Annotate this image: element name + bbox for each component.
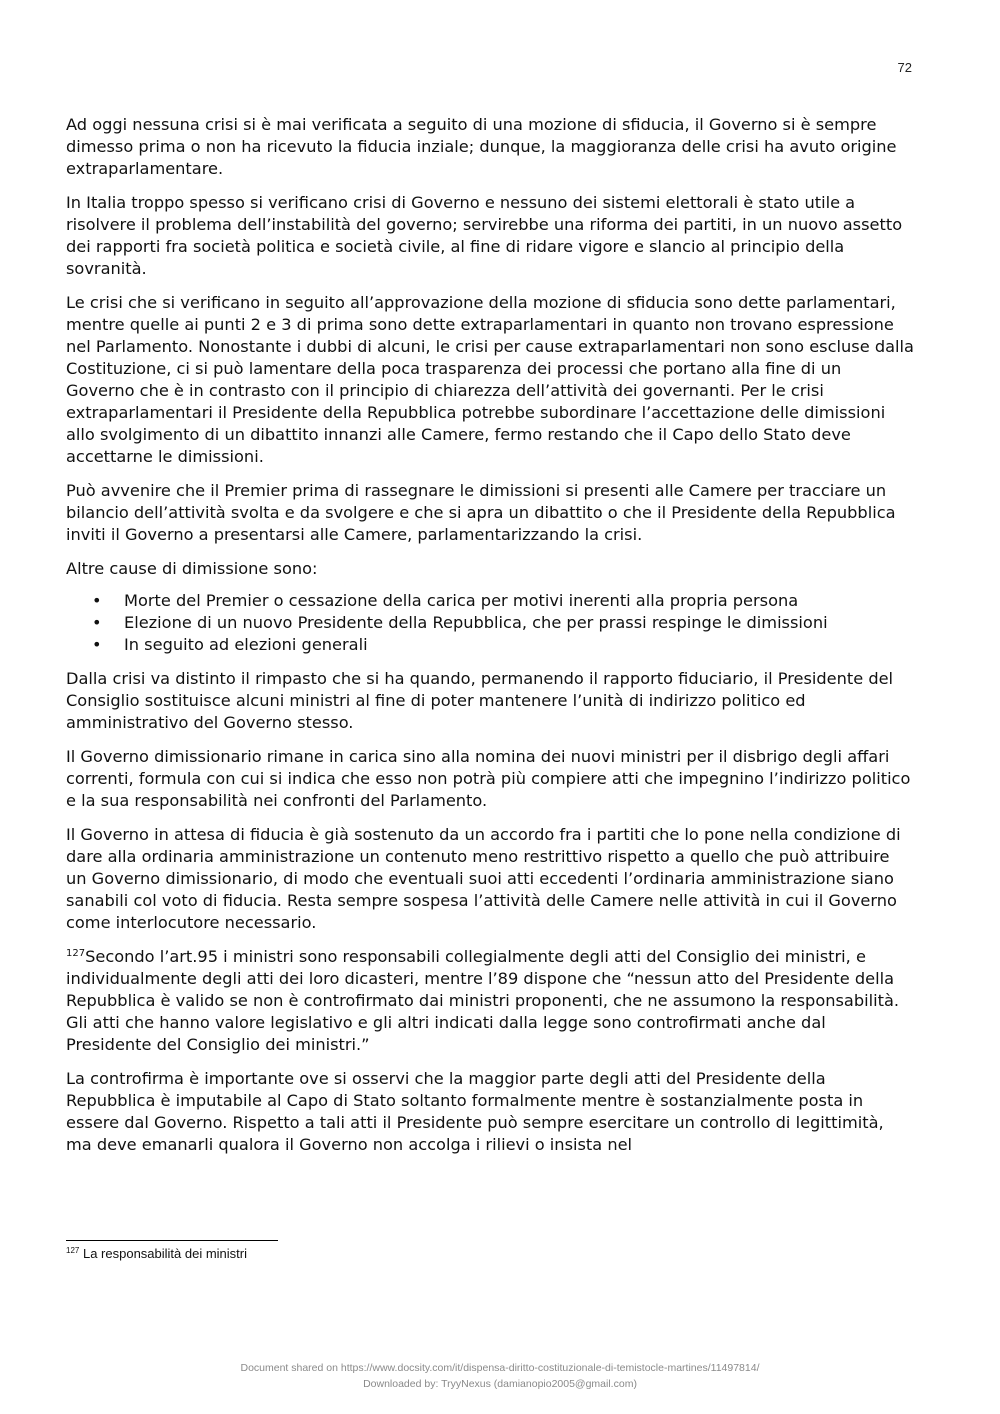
bullet-list <box>66 590 914 656</box>
bullet-icon: • <box>92 591 102 610</box>
bullet-icon: • <box>92 635 102 654</box>
paragraph-text: Secondo l’art.95 i ministri sono responsabili collegialmente degli atti del Consiglio dei ministri, e individualmente degli atti dei loro dicasteri, mentre l’89 dispone che “nessun atto del Presidente della Repubblica è valido se non è controfirmato dai ministri proponenti, che ne assumono la responsabilità. Gli atti che hanno valore legislativo e gli altri indicati dalla legge sono controfirmati anche dal Presidente del Consiglio dei ministri.” <box>66 947 900 1054</box>
footnote-reference[interactable]: 127 <box>66 948 86 959</box>
footnote-number: 127 <box>66 1246 80 1255</box>
list-item-text: Elezione di un nuovo Presidente della Repubblica, che per prassi respinge le dimissioni <box>124 613 828 632</box>
bullet-icon: • <box>92 613 102 632</box>
footnote <box>66 1246 766 1261</box>
paragraph: Dalla crisi va distinto il rimpasto che si ha quando, permanendo il rapporto fiduciario, il Presidente del Consiglio sostituisce alcuni ministri al fine di poter mantenere l’unità di indirizzo politico ed amministrativo del Governo stesso. <box>66 669 894 732</box>
list-item-text: Morte del Premier o cessazione della carica per motivi inerenti alla propria persona <box>124 591 799 610</box>
footnote-divider <box>66 1240 278 1241</box>
paragraph: Altre cause di dimissione sono: <box>66 559 318 578</box>
document-body <box>66 114 914 1168</box>
watermark-shared-line: Document shared on https://www.docsity.com/it/dispensa-diritto-costituzionale-di-temistocle-martines/11497814/ <box>240 1362 760 1374</box>
list-item <box>66 634 914 656</box>
footnote-text: La responsabilità dei ministri <box>82 1246 248 1261</box>
paragraph: Il Governo dimissionario rimane in carica sino alla nomina dei nuovi ministri per il disbrigo degli affari correnti, formula con cui si indica che esso non potrà più compiere atti che impegnino l’indirizzo politico e la sua responsabilità nei confronti del Parlamento. <box>66 747 911 810</box>
paragraph: La controfirma è importante ove si osservi che la maggior parte degli atti del Presidente della Repubblica è imputabile al Capo di Stato soltanto formalmente mentre è sostanzialmente posta in essere dal Governo. Rispetto a tali atti il Presidente può sempre esercitare un controllo di legittimità, ma deve emanarli qualora il Governo non accolga i rilievi o insista nel <box>66 1069 884 1154</box>
paragraph-with-footnote <box>66 946 914 1056</box>
paragraph: Le crisi che si verificano in seguito all’approvazione della mozione di sfiducia sono dette parlamentari, mentre quelle ai punti 2 e 3 di prima sono dette extraparlamentari in quanto non trovano espressione nel Parlamento. Nonostante i dubbi di alcuni, le crisi per cause extraparlamentari non sono escluse dalla Costituzione, ci si può lamentare della poca trasparenza dei processi che portano alla fine di un Governo che è in contrasto con il principio di chiarezza dell’attività dei governanti. Per le crisi extraparlamentari il Presidente della Repubblica potrebbe subordinare l’accettazione delle dimissioni allo svolgimento di un dibattito innanzi alle Camere, fermo restando che il Capo dello Stato deve accettarne le dimissioni. <box>66 293 914 466</box>
list-item <box>66 590 914 612</box>
paragraph: Può avvenire che il Premier prima di rassegnare le dimissioni si presenti alle Camere per tracciare un bilancio dell’attività svolta e da svolgere e che si apra un dibattito o che il Presidente della Repubblica inviti il Governo a presentarsi alle Camere, parlamentarizzando la crisi. <box>66 481 896 544</box>
page-number: 72 <box>897 60 912 75</box>
watermark-downloaded-line: Downloaded by: TryyNexus (damianopio2005@gmail.com) <box>363 1378 637 1390</box>
paragraph: In Italia troppo spesso si verificano crisi di Governo e nessuno dei sistemi elettorali è stato utile a risolvere il problema dell’instabilità del governo; servirebbe una riforma dei partiti, in un nuovo assetto dei rapporti fra società politica e società civile, al fine di ridare vigore e slancio al principio della sovranità. <box>66 193 903 278</box>
paragraph: Il Governo in attesa di fiducia è già sostenuto da un accordo fra i partiti che lo pone nella condizione di dare alla ordinaria amministrazione un contenuto meno restrittivo rispetto a quello che può attribuire un Governo dimissionario, di modo che eventuali suoi atti eccedenti l’ordinaria amministrazione siano sanabili col voto di fiducia. Resta sempre sospesa l’attività delle Camere nelle attività in cui il Governo come interlocutore necessario. <box>66 825 901 932</box>
list-item <box>66 612 914 634</box>
paragraph: Ad oggi nessuna crisi si è mai verificata a seguito di una mozione di sfiducia, il Governo si è sempre dimesso prima o non ha ricevuto la fiducia inziale; dunque, la maggioranza delle crisi ha avuto origine extraparlamentare. <box>66 115 897 178</box>
list-item-text: In seguito ad elezioni generali <box>124 635 368 654</box>
